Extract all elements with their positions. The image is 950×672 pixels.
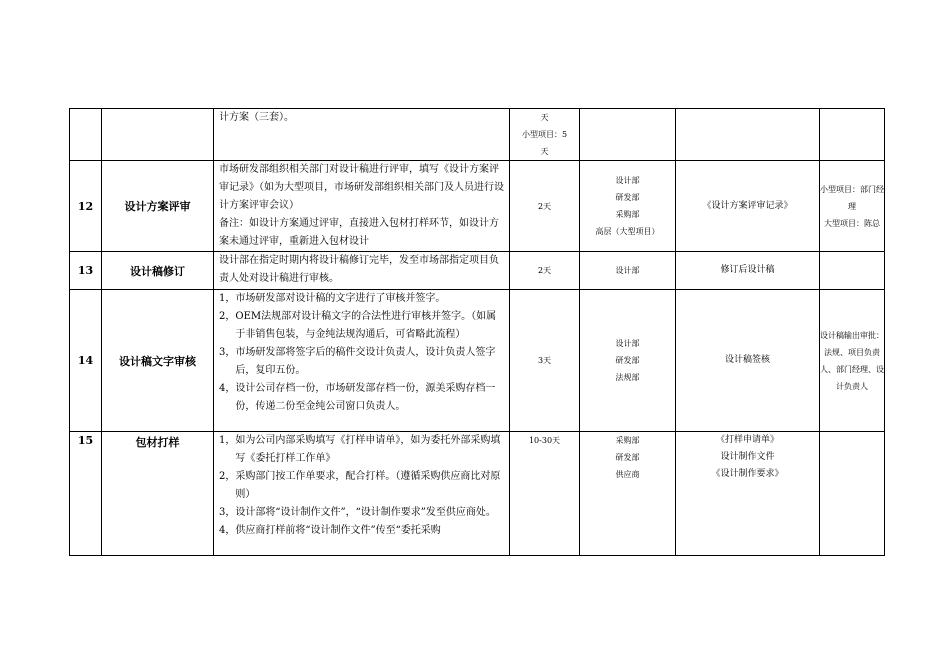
step-departments <box>580 161 676 252</box>
document-line: 设计稿签核 <box>724 355 770 365</box>
description-line: 市场研发部组织相关部门对设计稿进行评审，填写《设计方案评审记录》（如为大型项目，市场研发部组织相关部门及人员进行设计方案评审会议） <box>219 164 504 211</box>
step-description <box>214 161 510 252</box>
step-documents <box>676 432 820 556</box>
approval-line: 小型项目：部门经理 <box>820 184 884 211</box>
department-line: 设计部 <box>615 339 640 348</box>
item-number: 4， <box>219 383 236 394</box>
table-row <box>70 109 885 161</box>
item-text: 设计部将“设计制作文件”，“设计制作要求”发至供应商处。 <box>235 507 496 518</box>
description-item <box>219 522 505 540</box>
step-departments <box>580 432 676 556</box>
step-duration <box>510 432 580 556</box>
item-text: 如为公司内部采购填写《打样申请单》，如为委托外部采购填写《委托打样工作单》 <box>235 435 501 464</box>
step-duration <box>510 161 580 252</box>
department-line: 供应商 <box>615 470 640 479</box>
document-line: 设计制作文件 <box>720 452 775 462</box>
department-line: 采购部 <box>615 210 640 219</box>
department-line: 采购部 <box>615 436 640 445</box>
table-row <box>70 290 885 432</box>
step-documents <box>676 252 820 290</box>
step-approval <box>820 109 885 161</box>
step-duration <box>510 252 580 290</box>
document-line: 修订后设计稿 <box>720 265 775 275</box>
step-departments <box>580 109 676 161</box>
item-text: 设计公司存档一份，市场研发部存档一份，源美采购存档一份，传递二份至金纯公司窗口负责人。 <box>235 383 496 412</box>
duration-line: 2天 <box>537 266 552 275</box>
step-number: 13 <box>70 252 102 290</box>
table-row <box>70 161 885 252</box>
step-description <box>214 432 510 556</box>
step-number <box>70 109 102 161</box>
step-description <box>214 252 510 290</box>
step-name <box>102 109 214 161</box>
step-approval <box>820 161 885 252</box>
approval-line: 人、部门经理、设 <box>820 364 884 374</box>
department-line: 设计部 <box>615 176 640 185</box>
duration-line: 小型项目：5 <box>521 130 568 139</box>
step-name: 设计稿修订 <box>102 252 214 290</box>
duration-line: 2天 <box>537 201 552 211</box>
item-text: OEM法规部对设计稿文字的合法性进行审核并签字。（如属于非销售包装，与金纯法规沟通后，可省略此流程） <box>235 311 497 340</box>
item-number: 2， <box>219 311 236 322</box>
step-departments <box>580 252 676 290</box>
step-duration <box>510 290 580 432</box>
item-text: 市场研发部将签字后的稿件交设计负责人，设计负责人签字后，复印五份。 <box>235 347 496 376</box>
step-documents <box>676 109 820 161</box>
step-departments <box>580 290 676 432</box>
item-number: 1， <box>219 435 236 446</box>
process-table <box>69 108 885 556</box>
duration-line: 天 <box>540 113 549 122</box>
table-row <box>70 432 885 556</box>
department-line: 研发部 <box>615 356 640 365</box>
department-line: 研发部 <box>615 453 640 462</box>
description-item <box>219 504 505 522</box>
duration-line: 10-30天 <box>528 436 561 445</box>
item-text: 供应商打样前将“设计制作文件”传至“委托采购 <box>235 525 441 536</box>
item-number: 4， <box>219 525 236 536</box>
item-number: 1， <box>219 293 236 304</box>
document-line: 《设计制作要求》 <box>711 469 784 479</box>
duration-line: 天 <box>540 147 549 156</box>
document-line: 《打样申请单》 <box>715 435 779 445</box>
step-approval <box>820 432 885 556</box>
item-text: 市场研发部对设计稿的文字进行了审核并签字。 <box>235 293 446 304</box>
description-line: 备注：如设计方案通过评审，直接进入包材打样环节，如设计方案未通过评审，重新进入包材设计 <box>219 218 499 247</box>
step-description <box>214 109 510 161</box>
description-item <box>219 380 505 416</box>
approval-line: 设计稿输出审批： <box>820 330 884 340</box>
item-number: 3， <box>219 347 236 358</box>
description-line: 设计部在指定时期内将设计稿修订完毕，发至市场部指定项目负责人处对设计稿进行审核。 <box>219 255 499 284</box>
step-documents <box>676 161 820 252</box>
approval-line: 计负责人 <box>836 381 868 391</box>
table-row <box>70 252 885 290</box>
step-approval <box>820 290 885 432</box>
description-line: 计方案（三套）。 <box>219 112 294 123</box>
item-text: 采购部门按工作单要求，配合打样。（遵循采购供应商比对原则） <box>235 471 501 500</box>
step-description <box>214 290 510 432</box>
step-number: 12 <box>70 161 102 252</box>
description-item <box>219 344 505 380</box>
step-documents <box>676 290 820 432</box>
approval-line: 大型项目：陈总 <box>824 218 880 228</box>
step-name: 设计稿文字审核 <box>102 290 214 432</box>
step-number: 15 <box>70 432 102 556</box>
step-name: 包材打样 <box>102 432 214 556</box>
approval-line: 法规、项目负责 <box>824 347 880 357</box>
item-number: 2， <box>219 471 236 482</box>
description-item <box>219 290 505 308</box>
step-duration <box>510 109 580 161</box>
step-approval <box>820 252 885 290</box>
department-line: 高层（大型项目） <box>595 227 660 236</box>
description-item <box>219 432 505 468</box>
duration-line: 3天 <box>537 356 552 365</box>
department-line: 设计部 <box>615 266 640 275</box>
document-line: 《设计方案评审记录》 <box>702 200 793 211</box>
step-number: 14 <box>70 290 102 432</box>
step-name: 设计方案评审 <box>102 161 214 252</box>
department-line: 法规部 <box>615 373 640 382</box>
description-item <box>219 308 505 344</box>
description-item <box>219 468 505 504</box>
item-number: 3， <box>219 507 236 518</box>
department-line: 研发部 <box>615 193 640 202</box>
